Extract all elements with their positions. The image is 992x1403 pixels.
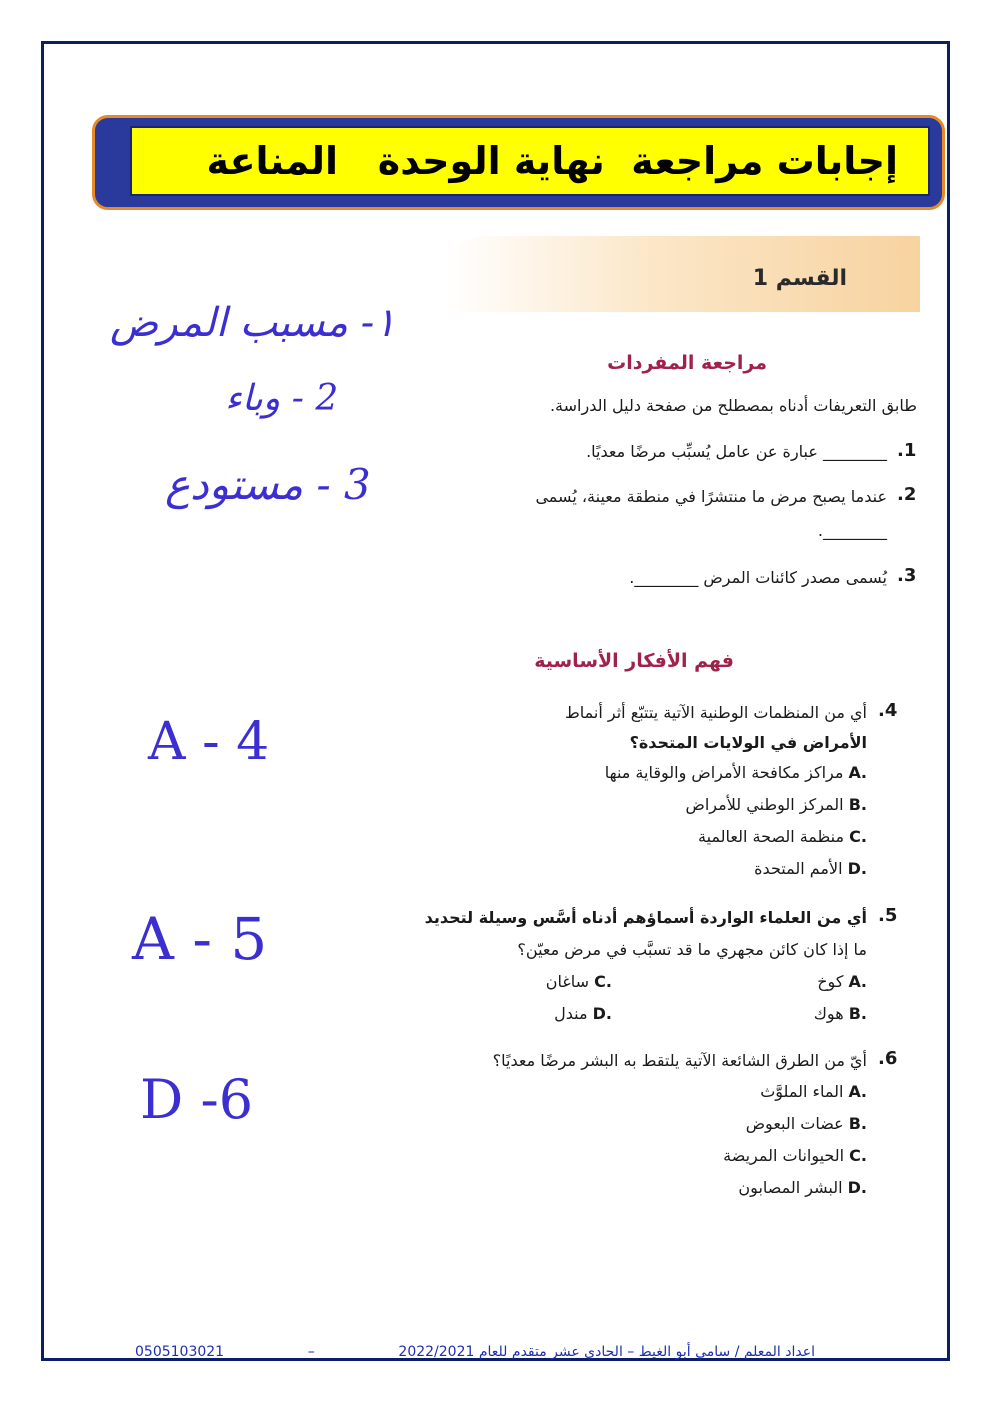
- option-letter: .D: [847, 1178, 867, 1197]
- q4-option-a: [605, 763, 867, 782]
- q5-option-d: [554, 1004, 612, 1023]
- handwritten-answer-6: D -6: [140, 1068, 254, 1131]
- option-text: مراكز مكافحة الأمراض والوقاية منها: [604, 763, 844, 782]
- item-2-text: عندما يصبح مرض ما منتشرًا في منطقة معينة، يُسمى: [535, 487, 887, 506]
- option-text: الماء الملوَّث: [760, 1082, 844, 1101]
- option-letter: .D: [592, 1004, 612, 1023]
- q6-option-b: [746, 1114, 867, 1133]
- q6-option-a: [760, 1082, 867, 1101]
- q6-number: .6: [878, 1048, 898, 1069]
- option-text: المركز الوطني للأمراض: [685, 795, 844, 814]
- q4-option-b: [686, 795, 867, 814]
- q6-option-d: [738, 1178, 867, 1197]
- handwritten-answer-5: A - 5: [132, 905, 268, 973]
- option-letter: .C: [594, 972, 612, 991]
- option-text: كوخ: [817, 972, 844, 991]
- q5-line2: ما إذا كان كائن مجهري ما قد تسبَّب في مرض معيّن؟: [517, 940, 867, 959]
- option-letter: .B: [848, 1114, 867, 1133]
- handwritten-answer-2: 2 - وباء: [225, 378, 339, 419]
- vocab-instruction: طابق التعريفات أدناه بمصطلح من صفحة دليل الدراسة.: [549, 396, 917, 415]
- option-text: عضات البعوض: [745, 1114, 844, 1133]
- q5-line1: أي من العلماء الواردة أسماؤهم أدناه أسَّس وسيلة لتحديد: [424, 908, 867, 927]
- option-letter: .C: [849, 1146, 867, 1165]
- q4-line2: الأمراض في الولايات المتحدة؟: [629, 733, 867, 752]
- q4-line1: أي من المنظمات الوطنية الآتية يتتبّع أثر أنماط: [564, 703, 867, 722]
- item-1-number: .1: [897, 440, 917, 461]
- footer-phone: 0505103021: [135, 1344, 225, 1360]
- q6-option-c: [723, 1146, 867, 1165]
- option-text: البشر المصابون: [738, 1178, 843, 1197]
- handwritten-answer-1: ١- مسبب المرض: [110, 300, 396, 346]
- option-letter: .A: [848, 763, 867, 782]
- q4-option-d: [754, 859, 867, 878]
- q4-number: .4: [878, 700, 898, 721]
- footer-dash: –: [307, 1344, 315, 1360]
- section-title: القسم 1: [752, 266, 847, 291]
- item-2-continuation: ________.: [817, 521, 887, 540]
- vocab-heading: مراجعة المفردات: [607, 352, 767, 374]
- handwritten-answer-4: A - 4: [148, 712, 270, 772]
- footer: [135, 1344, 815, 1360]
- option-text: منظمة الصحة العالمية: [698, 827, 845, 846]
- option-letter: .A: [848, 1082, 867, 1101]
- title-banner: [130, 126, 930, 196]
- option-text: الحيوانات المريضة: [723, 1146, 845, 1165]
- page-title: إجابات مراجعة نهاية الوحدة المناعة: [206, 139, 898, 183]
- option-text: هوك: [813, 1004, 844, 1023]
- q5-option-b: [814, 1004, 867, 1023]
- q5-option-c: [546, 972, 612, 991]
- footer-text: اعداد المعلم / سامي أبو الغيط – الحادي عشر متقدم للعام 2022/2021: [398, 1344, 815, 1360]
- ideas-heading: فهم الأفكار الأساسية: [534, 650, 734, 672]
- option-letter: .B: [848, 1004, 867, 1023]
- item-1-text: ________ عبارة عن عامل يُسبِّب مرضًا معديًا.: [586, 442, 887, 461]
- q6-line1: أيّ من الطرق الشائعة الآتية يلتقط به البشر مرضًا معديًا؟: [492, 1051, 867, 1070]
- option-letter: .D: [847, 859, 867, 878]
- item-2-number: .2: [897, 484, 917, 505]
- option-text: ساغان: [545, 972, 590, 991]
- q5-number: .5: [878, 905, 898, 926]
- option-letter: .C: [849, 827, 867, 846]
- section-tab: [445, 236, 920, 312]
- q4-option-c: [698, 827, 867, 846]
- option-text: الأمم المتحدة: [754, 859, 843, 878]
- option-letter: .A: [848, 972, 867, 991]
- item-3-number: .3: [897, 565, 917, 586]
- option-letter: .B: [848, 795, 867, 814]
- q5-option-a: [817, 972, 867, 991]
- item-3-text: يُسمى مصدر كائنات المرض ________.: [629, 568, 887, 587]
- option-text: مندل: [554, 1004, 588, 1023]
- handwritten-answer-3: 3 - مستودع: [165, 460, 371, 509]
